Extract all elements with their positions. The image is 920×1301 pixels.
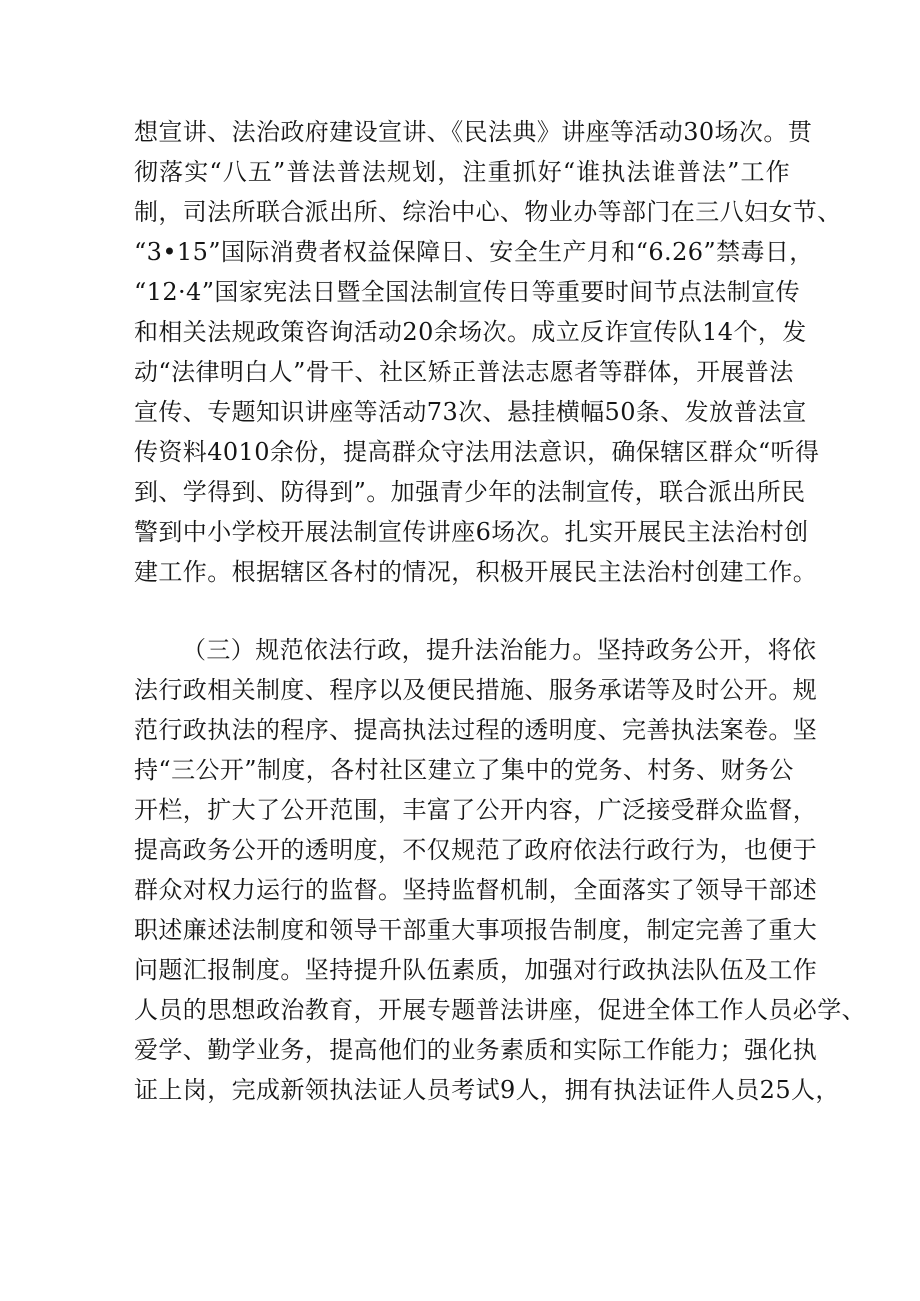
paragraph-line: 警到中小学校开展法制宣传讲座6场次。扎实开展民主法治村创 xyxy=(134,518,809,546)
paragraph-line: 和相关法规政策咨询活动20余场次。成立反诈宣传队14个，发 xyxy=(134,318,807,346)
paragraph-line: 动“法律明白人”骨干、社区矫正普法志愿者等群体，开展普法 xyxy=(134,358,794,386)
paragraph-line: 宣传、专题知识讲座等活动73次、悬挂横幅50条、发放普法宣 xyxy=(134,398,807,426)
paragraph-2 xyxy=(134,630,866,1110)
paragraph-line: “12·4”国家宪法日暨全国法制宣传日等重要时间节点法制宣传 xyxy=(134,278,800,306)
paragraph-line: 想宣讲、法治政府建设宣讲、《民法典》讲座等活动30场次。贯 xyxy=(134,118,813,146)
paragraph-line: 人员的思想政治教育，开展专题普法讲座，促进全体工作人员必学、 xyxy=(134,996,866,1024)
paragraph-line: 提高政务公开的透明度，不仅规范了政府依法行政行为，也便于 xyxy=(134,836,818,864)
paragraph-line: 证上岗，完成新领执法证人员考试9人，拥有执法证件人员25人， xyxy=(134,1076,840,1104)
paragraph-line: 开栏，扩大了公开范围，丰富了公开内容，广泛接受群众监督， xyxy=(134,796,818,824)
paragraph-line: 到、学得到、防得到”。加强青少年的法制宣传，联合派出所民 xyxy=(134,478,806,506)
paragraph-line: 群众对权力运行的监督。坚持监督机制，全面落实了领导干部述 xyxy=(134,876,818,904)
paragraph-line: 法行政相关制度、程序以及便民措施、服务承诺等及时公开。规 xyxy=(134,676,818,704)
paragraph-line: 持“三公开”制度，各村社区建立了集中的党务、村务、财务公 xyxy=(134,756,794,784)
paragraph-line: 传资料4010余份，提高群众守法用法意识，确保辖区群众“听得 xyxy=(134,438,820,466)
paragraph-line: 彻落实“八五”普法普法规划，注重抓好“谁执法谁普法”工作 xyxy=(134,158,790,186)
paragraph-line: 范行政执法的程序、提高执法过程的透明度、完善执法案卷。坚 xyxy=(134,716,818,744)
paragraph-line: 爱学、勤学业务，提高他们的业务素质和实际工作能力；强化执 xyxy=(134,1036,818,1064)
paragraph-line: 制，司法所联合派出所、综治中心、物业办等部门在三八妇女节、 xyxy=(134,198,842,226)
paragraph-line: 问题汇报制度。坚持提升队伍素质，加强对行政执法队伍及工作 xyxy=(134,956,818,984)
paragraph-1 xyxy=(134,112,842,592)
paragraph-line: 建工作。根据辖区各村的情况，积极开展民主法治村创建工作。 xyxy=(134,558,818,586)
paragraph-line: “3•15”国际消费者权益保障日、安全生产月和“6.26”禁毒日， xyxy=(134,238,814,266)
section-heading-line: （三）规范依法行政，提升法治能力。坚持政务公开，将依 xyxy=(182,636,817,664)
paragraph-line: 职述廉述法制度和领导干部重大事项报告制度，制定完善了重大 xyxy=(134,916,818,944)
